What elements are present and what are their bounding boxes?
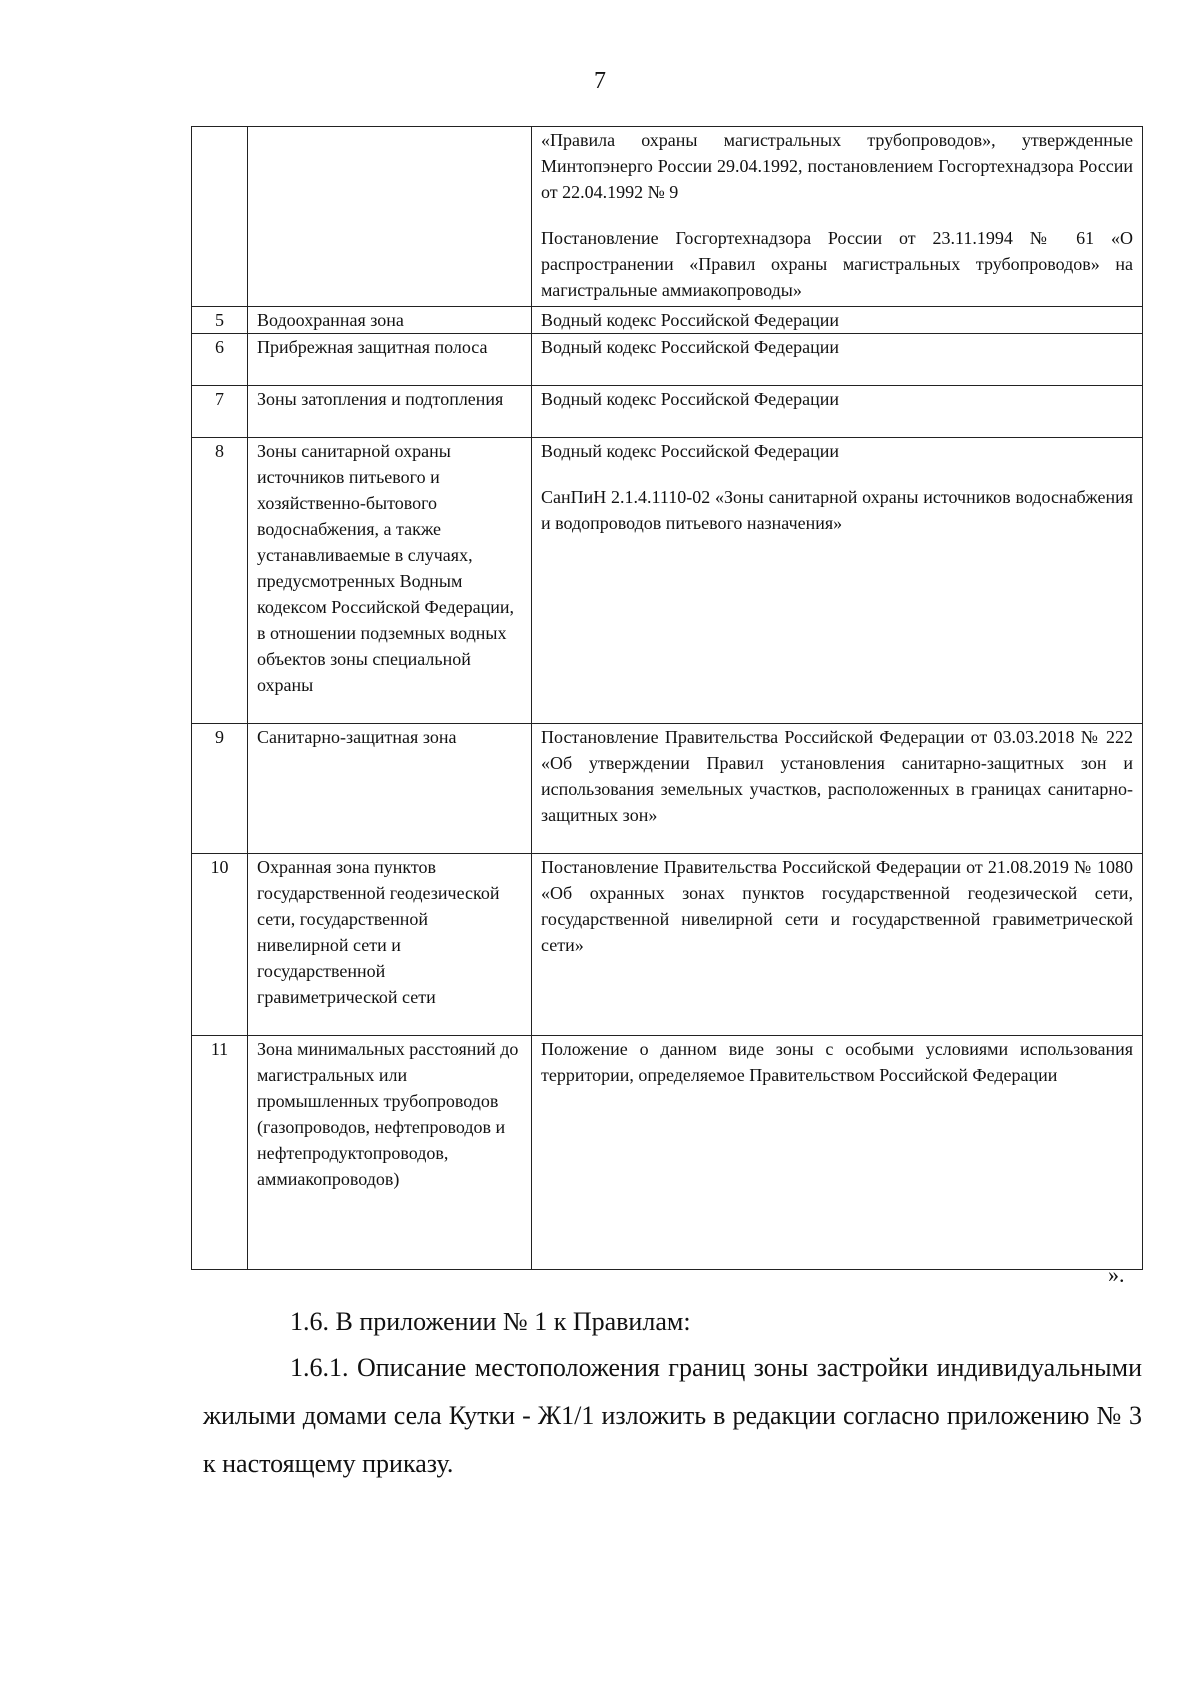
row-number: 10 [192, 854, 248, 1036]
document-reference: Водный кодекс Российской Федерации [541, 337, 839, 357]
row-number: 8 [192, 438, 248, 724]
document-reference: «Правила охраны магистральных трубопроводов», утвержденные Минтопэнерго России 29.04.1992, постановлением Госгортехнадзора России от 22.04.1992 № 9 [541, 130, 1133, 202]
zone-name [248, 127, 532, 307]
table-row [192, 307, 1143, 334]
table-row [192, 334, 1143, 386]
zone-name: Водоохранная зона [248, 307, 532, 334]
document-reference: Постановление Госгортехнадзора России от 23.11.1994 № 61 «О распространении «Правил охраны магистральных трубопроводов» на магистральные аммиакопроводы» [541, 228, 1133, 300]
table-row [192, 127, 1143, 307]
zone-name: Прибрежная защитная полоса [248, 334, 532, 386]
legal-basis [532, 386, 1143, 438]
legal-basis [532, 334, 1143, 386]
document-reference: Положение о данном виде зоны с особыми условиями использования территории, определяемое Правительством Российской Федерации [541, 1039, 1133, 1085]
table-closing-quote: ». [1108, 1262, 1125, 1287]
document-reference: Водный кодекс Российской Федерации [541, 441, 839, 461]
table-row [192, 724, 1143, 854]
row-number [192, 127, 248, 307]
legal-basis [532, 438, 1143, 724]
zone-name: Зоны затопления и подтопления [248, 386, 532, 438]
document-reference: Постановление Правительства Российской Федерации от 21.08.2019 № 1080 «Об охранных зонах пунктов государственной геодезической сети, государственной нивелирной сети и государственной гравиметрической сети» [541, 857, 1133, 955]
page-number: 7 [594, 68, 606, 94]
document-reference: Водный кодекс Российской Федерации [541, 310, 839, 330]
zones-table [191, 126, 1143, 1270]
document-reference: Постановление Правительства Российской Федерации от 03.03.2018 № 222 «Об утверждении Правил установления санитарно-защитных зон и использования земельных участков, расположенных в границах санитарно-защитных зон» [541, 727, 1133, 825]
legal-basis [532, 127, 1143, 307]
section-paragraph: 1.6.1. Описание местоположения границ зоны застройки индивидуальными жилыми домами села Кутки - Ж1/1 изложить в редакции согласно приложению № 3 к настоящему приказу. [203, 1353, 1142, 1478]
section-heading: 1.6. В приложении № 1 к Правилам: [290, 1307, 691, 1336]
table-row [192, 438, 1143, 724]
table-row [192, 386, 1143, 438]
row-number: 5 [192, 307, 248, 334]
legal-basis [532, 1036, 1143, 1270]
zone-name: Санитарно-защитная зона [248, 724, 532, 854]
row-number: 7 [192, 386, 248, 438]
zone-name: Зона минимальных расстояний до магистральных или промышленных трубопроводов (газопроводов, нефтепроводов и нефтепродуктопроводов, аммиакопроводов) [248, 1036, 532, 1270]
row-number: 11 [192, 1036, 248, 1270]
legal-basis [532, 307, 1143, 334]
table-row [192, 854, 1143, 1036]
zone-name: Охранная зона пунктов государственной геодезической сети, государственной нивелирной сети и государственной гравиметрической сети [248, 854, 532, 1036]
legal-basis [532, 724, 1143, 854]
document-reference: Водный кодекс Российской Федерации [541, 389, 839, 409]
document-reference: СанПиН 2.1.4.1110-02 «Зоны санитарной охраны источников водоснабжения и водопроводов питьевого назначения» [541, 487, 1133, 533]
row-number: 9 [192, 724, 248, 854]
table-row [192, 1036, 1143, 1270]
legal-basis [532, 854, 1143, 1036]
row-number: 6 [192, 334, 248, 386]
zone-name: Зоны санитарной охраны источников питьевого и хозяйственно-бытового водоснабжения, а также устанавливаемые в случаях, предусмотренных Водным кодексом Российской Федерации, в отношении подземных водных объектов зоны специальной охраны [248, 438, 532, 724]
